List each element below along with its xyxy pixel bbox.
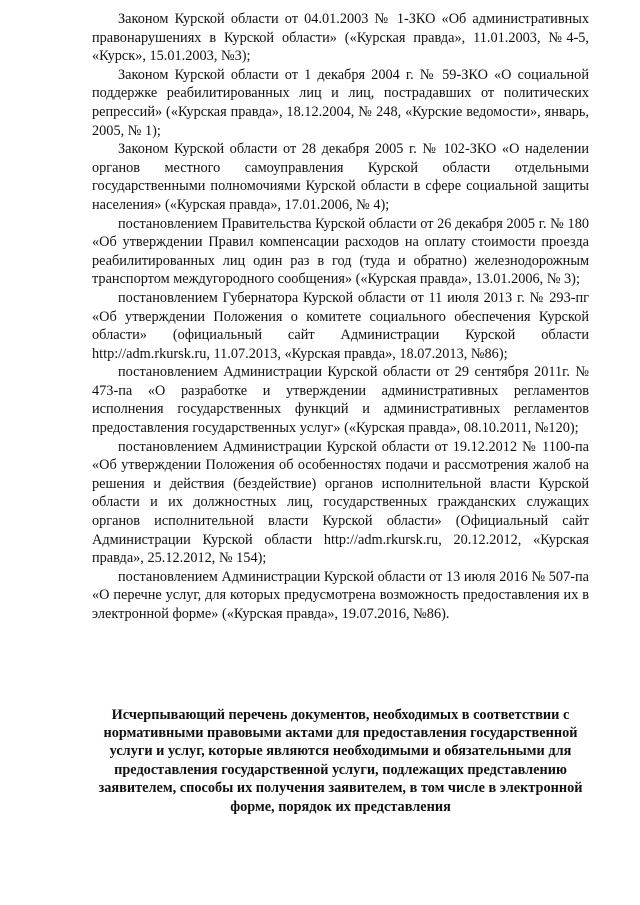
law-paragraph-1: Законом Курской области от 04.01.2003 № 1-ЗКО «Об административных правонарушениях в Курской области» («Курская правда», 11.01.2003, №4-5, «Курск», 15.01.2003, №3);: [92, 11, 589, 65]
law-paragraph-7: постановлением Администрации Курской области от 19.12.2012 № 1100-па «Об утверждении Положения об особенностях подачи и рассмотрения жалоб на решения и действия (бездействие) органов исполнительной власти Курской области и их должностных лиц, государственных гражданских служащих органов исполнительной власти Курской области» (Официальный сайт Администрации Курской области http://adm.rkursk.ru, 20.12.2012, «Курская правда», 25.12.2012, № 154);: [92, 438, 589, 567]
law-paragraph-5: постановлением Губернатора Курской области от 11 июля 2013 г. № 293-пг «Об утверждении Положения о комитете социального обеспечения Курской области» (официальный сайт Администрации Курской области http://adm.rkursk.ru, 11.07.2013, «Курская правда», 18.07.2013, №86);: [92, 289, 589, 362]
law-paragraph-3: Законом Курской области от 28 декабря 2005 г. № 102-ЗКО «О наделении органов местного самоуправления Курской области отдельными государственными полномочиями Курской области в сфере социальной защиты населения» («Курская правда», 17.01.2006, № 4);: [92, 141, 589, 213]
section-heading: Исчерпывающий перечень документов, необходимых в соответствии с нормативными правовыми актами для предоставления государственной услуги и услуг, которые являются необходимыми и обязательными для предоставления государственной услуги, подлежащих представлению заявителем, способы их получения заявителем, в том числе в электронной форме, порядок их представления: [98, 706, 583, 815]
law-paragraph-8: постановлением Администрации Курской области от 13 июля 2016 № 507-па «О перечне услуг, для которых предусмотрена возможность предоставления их в электронной форме» («Курская правда», 19.07.2016, №86).: [92, 568, 589, 622]
law-paragraph-4: постановлением Правительства Курской области от 26 декабря 2005 г. № 180 «Об утверждении Правил компенсации расходов на оплату стоимости проезда реабилитированных лиц один раз в год (туда и обратно) железнодорожным транспортом междугородного сообщения» («Курская правда», 13.01.2006, № 3);: [92, 215, 589, 288]
document-page: [92, 10, 589, 816]
law-paragraph-2: Законом Курской области от 1 декабря 2004 г. № 59-ЗКО «О социальной поддержке реабилитированных лиц и лиц, пострадавших от политических репрессий» («Курская правда», 18.12.2004, № 248, «Курские ведомости», январь, 2005, № 1);: [92, 66, 589, 139]
law-paragraph-6: постановлением Администрации Курской области от 29 сентября 2011г. № 473-па «О разработке и утверждении административных регламентов исполнения государственных функций и административных регламентов предоставления государственных услуг» («Курская правда», 08.10.2011, №120);: [92, 364, 589, 437]
